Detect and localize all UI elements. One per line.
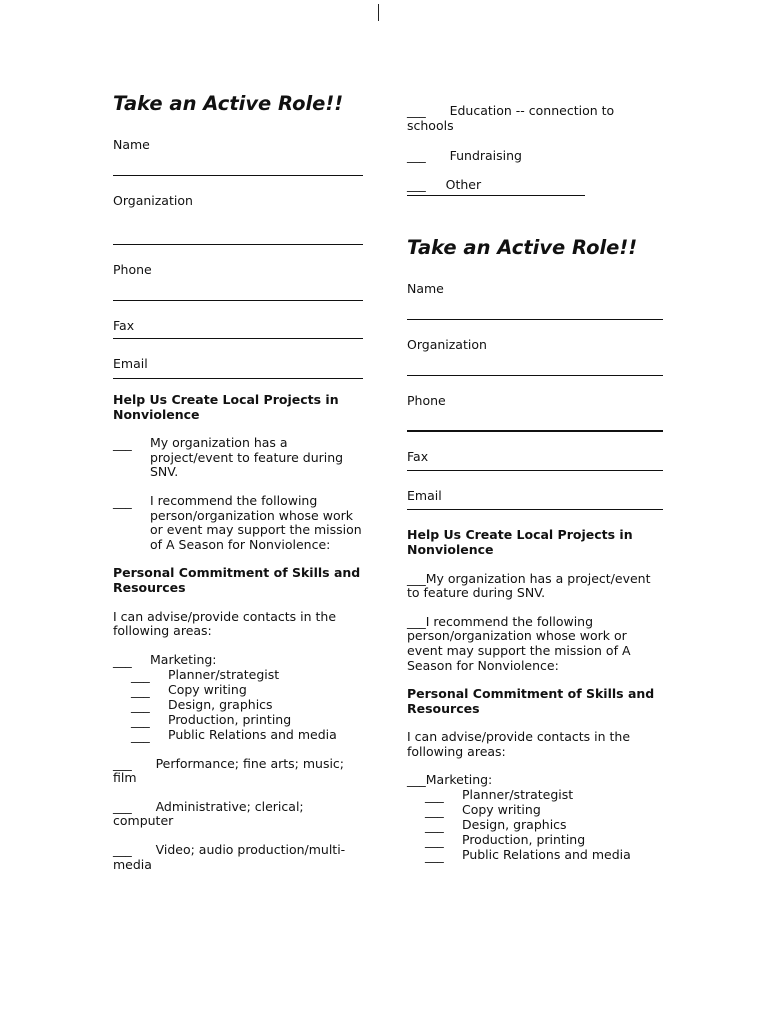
phone-label: Phone <box>407 392 446 408</box>
marketing-subitem-text: Public Relations and media <box>462 847 631 863</box>
checkbox-blank[interactable]: ___ <box>425 803 444 819</box>
administrative-option[interactable]: ___ Administrative; clerical; <box>113 798 304 814</box>
marketing-subitem[interactable] <box>407 833 663 848</box>
help-item[interactable] <box>113 492 366 552</box>
fax-field[interactable] <box>113 333 363 339</box>
marketing-subitem[interactable] <box>407 803 663 818</box>
phone-field[interactable] <box>407 408 663 432</box>
checkbox-blank[interactable]: ___ <box>131 712 150 728</box>
organization-label: Organization <box>113 192 193 208</box>
fax-label: Fax <box>113 317 135 333</box>
marketing-subitem[interactable] <box>407 818 663 833</box>
checkbox-blank[interactable]: ___ <box>425 833 444 849</box>
fax-field[interactable] <box>407 465 663 471</box>
help-item[interactable]: ___My organization has a project/event to feature during SNV. <box>407 570 655 601</box>
organization-field[interactable] <box>407 353 663 376</box>
checkbox-blank[interactable]: ___ <box>425 818 444 834</box>
marketing-option[interactable]: ___Marketing: <box>407 772 493 788</box>
marketing-subitem-text: Copy writing <box>168 681 247 697</box>
checkbox-blank[interactable]: ___ <box>131 682 150 698</box>
marketing-subitem[interactable] <box>113 683 363 698</box>
form-column-left <box>113 92 366 872</box>
marketing-subitem[interactable] <box>113 668 363 683</box>
performance-option-cont: film <box>113 770 137 786</box>
marketing-subitem[interactable] <box>113 728 363 743</box>
phone-label: Phone <box>113 262 152 278</box>
marketing-subitem-text: Production, printing <box>168 711 292 727</box>
email-field[interactable] <box>407 503 663 510</box>
name-field[interactable] <box>113 153 363 176</box>
help-item-text: My organization has a project/event to feature during SNV. <box>150 435 348 480</box>
other-field[interactable] <box>407 192 585 196</box>
checkbox-blank[interactable]: ___ <box>425 788 444 804</box>
commitment-heading: Personal Commitment of Skills and Resources <box>113 565 365 595</box>
marketing-subitem-text: Design, graphics <box>462 817 567 833</box>
help-item[interactable]: ___I recommend the following person/organization whose work or event may support the mission of A Season for Nonviolence: <box>407 613 635 673</box>
help-heading: Help Us Create Local Projects in Nonviolence <box>407 527 637 557</box>
checkbox-blank[interactable]: ___ <box>113 436 132 452</box>
email-label: Email <box>113 356 148 372</box>
performance-option[interactable]: ___ Performance; fine arts; music; <box>113 755 345 771</box>
name-label: Name <box>407 281 444 297</box>
marketing-subitem-text: Design, graphics <box>168 696 273 712</box>
help-heading: Help Us Create Local Projects in Nonviolence <box>113 391 343 422</box>
advise-text: I can advise/provide contacts in the following areas: <box>407 729 635 759</box>
email-label: Email <box>407 487 442 503</box>
other-option[interactable]: ___ Other <box>407 176 482 192</box>
form-title: Take an Active Role!! <box>407 236 638 260</box>
form-title: Take an Active Role!! <box>113 92 344 115</box>
video-option[interactable]: ___ Video; audio production/multi- <box>113 842 346 858</box>
organization-field[interactable] <box>113 208 363 245</box>
marketing-subitem-text: Public Relations and media <box>168 726 337 742</box>
form-column-right <box>407 104 663 863</box>
marketing-subitem[interactable] <box>113 698 363 713</box>
commitment-heading: Personal Commitment of Skills and Resources <box>407 686 659 716</box>
marketing-item[interactable] <box>113 653 363 668</box>
marketing-label: Marketing: <box>150 651 217 667</box>
advise-text: I can advise/provide contacts in the following areas: <box>113 608 341 639</box>
phone-field[interactable] <box>113 278 363 301</box>
checkbox-blank[interactable]: ___ <box>113 493 132 509</box>
marketing-subitem[interactable] <box>113 713 363 728</box>
marketing-subitem-text: Planner/strategist <box>462 787 574 803</box>
education-option-cont: schools <box>407 117 454 133</box>
fundraising-option[interactable]: ___ Fundraising <box>407 148 522 164</box>
marketing-subitem-text: Production, printing <box>462 832 586 848</box>
marketing-subitem[interactable] <box>407 788 663 803</box>
checkbox-blank[interactable]: ___ <box>131 727 150 743</box>
checkbox-blank[interactable]: ___ <box>131 697 150 713</box>
checkbox-blank[interactable]: ___ <box>113 652 132 668</box>
fax-label: Fax <box>407 449 429 465</box>
text-cursor <box>378 4 379 21</box>
marketing-subitem-text: Planner/strategist <box>168 666 280 682</box>
name-label: Name <box>113 137 150 152</box>
name-field[interactable] <box>407 297 663 320</box>
email-field[interactable] <box>113 372 363 379</box>
checkbox-blank[interactable]: ___ <box>131 667 150 683</box>
help-item[interactable] <box>113 436 363 480</box>
help-item-text: I recommend the following person/organization whose work or event may support the mission of A Season for Nonviolence: <box>150 492 366 552</box>
education-option[interactable]: ___ Education -- connection to <box>407 103 615 118</box>
marketing-subitem-text: Copy writing <box>462 802 541 818</box>
marketing-subitem[interactable] <box>407 848 663 863</box>
video-option-cont: media <box>113 856 152 872</box>
organization-label: Organization <box>407 336 487 352</box>
checkbox-blank[interactable]: ___ <box>425 848 444 864</box>
administrative-option-cont: computer <box>113 813 174 829</box>
